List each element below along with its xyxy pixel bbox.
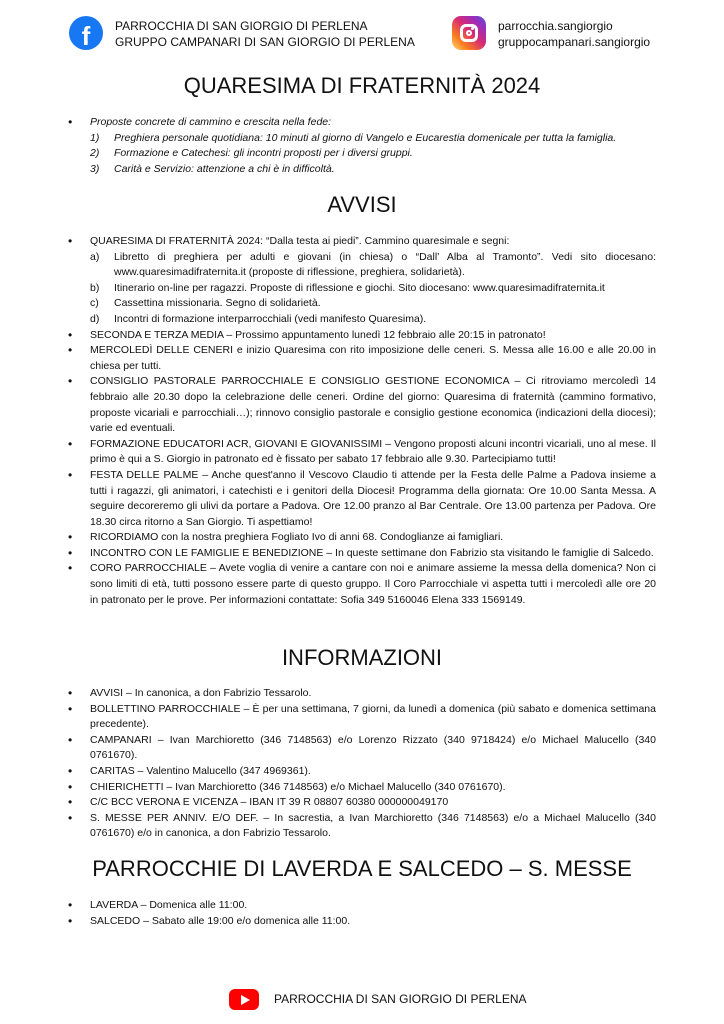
footer-channel-name[interactable]: PARROCCHIA DI SAN GIORGIO DI PERLENA bbox=[274, 992, 527, 1006]
informazioni-heading: INFORMAZIONI bbox=[281, 645, 443, 670]
avvisi-heading: AVVISI bbox=[327, 192, 397, 217]
list-item: • BOLLETTINO PARROCCHIALE – È per una settimana, 7 giorni, da lunedì a domenica (più sabato e domenica settimana precedente). bbox=[68, 702, 656, 733]
list-item: • MERCOLEDÌ DELLE CENERI e inizio Quaresima con rito imposizione delle ceneri. S. Messa alle 16.00 e alle 20.00 in chiesa per tutti. bbox=[68, 343, 656, 374]
list-number: 2) bbox=[90, 147, 100, 160]
list-item: • S. MESSE PER ANNIV. E/O DEF. – In sacrestia, a Ivan Marchioretto (346 7148563) e/o a Michael Malucello (340 0761670) e/o in canonica, a don Fabrizio Tessarolo. bbox=[68, 811, 656, 842]
list-item: • CAMPANARI – Ivan Marchioretto (346 7148563) e/o Lorenzo Rizzato (340 9718424) e/o Michael Malucello (340 0761670). bbox=[68, 733, 656, 764]
list-item bbox=[90, 146, 656, 162]
list-item bbox=[90, 312, 656, 328]
instagram-handles bbox=[498, 18, 650, 50]
page-header bbox=[0, 14, 724, 58]
list-item: • CORO PARROCCHIALE – Avete voglia di venire a cantare con noi e animare assieme la messa della domenica? Non ci sono limiti di età, tutti possono essere parte di questo gruppo. Il Coro Parrocchiale vi aspetta tutti i mercoledì alle ore 20 in patronato per le prove. Per informazioni contattate: Sofia 349 5160046 Elena 333 1569149. bbox=[68, 561, 656, 608]
facebook-icon[interactable]: f bbox=[69, 16, 103, 50]
instagram-handle-bellringers[interactable]: gruppocampanari.sangiorgio bbox=[498, 35, 651, 49]
quaresima-sublist bbox=[90, 250, 656, 328]
informazioni-list bbox=[68, 686, 656, 842]
list-item-text: Libretto di preghiera per adulti e giovani (in chiesa) o “Dall’ Alba al Tramonto”. Vedi sito diocesano: www.quaresimadifraternita.it (proposte di riflessione, preghiera, solidarietà). bbox=[114, 250, 656, 279]
list-item: • RICORDIAMO con la nostra preghiera Fogliato Ivo di anni 68. Condoglianze ai famigliari. bbox=[68, 530, 656, 546]
youtube-icon[interactable] bbox=[229, 989, 259, 1010]
list-item: • INCONTRO CON LE FAMIGLIE E BENEDIZIONE – In queste settimane don Fabrizio sta visitando le famiglie di Salcedo. bbox=[68, 546, 656, 562]
list-item: • CHIERICHETTI – Ivan Marchioretto (346 7148563) e/o Michael Malucello (340 0761670). bbox=[68, 780, 656, 796]
avvisi-list bbox=[68, 234, 656, 608]
page-title: QUARESIMA DI FRATERNITÀ 2024 bbox=[183, 73, 541, 98]
proposals-list bbox=[68, 115, 656, 177]
parish-names bbox=[115, 18, 415, 50]
list-item bbox=[68, 234, 656, 328]
list-item: • CARITAS – Valentino Malucello (347 4969361). bbox=[68, 764, 656, 780]
list-item-text: Itinerario on-line per ragazzi. Proposte di riflessione e giochi. Sito diocesano: www.quaresimadifraternita.it bbox=[114, 281, 605, 294]
parish-name: PARROCCHIA DI SAN GIORGIO DI PERLENA bbox=[115, 19, 368, 33]
list-item bbox=[90, 296, 656, 312]
list-item: • SALCEDO – Sabato alle 19:00 e/o domenica alle 11:00. bbox=[68, 914, 656, 930]
list-item: • FORMAZIONE EDUCATORI ACR, GIOVANI E GIOVANISSIMI – Vengono proposti alcuni incontri vicariali, uno al mese. Il primo è qui a S. Giorgio in patronato ed è fissato per sabato 17 febbraio alle 9.30. Partecipiamo tutti! bbox=[68, 437, 656, 468]
list-letter: a) bbox=[90, 250, 100, 263]
instagram-handle-parish[interactable]: parrocchia.sangiorgio bbox=[498, 19, 613, 33]
list-number: 3) bbox=[90, 162, 100, 175]
list-letter: b) bbox=[90, 281, 100, 294]
list-item: • SECONDA E TERZA MEDIA – Prossimo appuntamento lunedì 12 febbraio alle 20:15 in patronato! bbox=[68, 328, 656, 344]
list-item bbox=[90, 162, 656, 178]
page-footer bbox=[0, 988, 724, 1012]
list-number: 1) bbox=[90, 131, 100, 144]
proposals-numbered-list bbox=[90, 131, 656, 178]
list-item-text: Cassettina missionaria. Segno di solidarietà. bbox=[114, 297, 321, 310]
proposals-intro: • Proposte concrete di cammino e crescita nella fede: bbox=[90, 116, 332, 128]
list-letter: d) bbox=[90, 312, 100, 325]
list-item: • CONSIGLIO PASTORALE PARROCCHIALE E CONSIGLIO GESTIONE ECONOMICA – Ci ritroviamo mercoledì 14 febbraio alle 20.30 dopo la celebrazione delle ceneri. Ordine del giorno: Quaresima di fraternità (cammino formativo, proposte vicariali e parrocchiali…); rinnovo consiglio pastorale e consiglio gestione economica (indicazioni della diocesi); varie ed eventuali. bbox=[68, 374, 656, 436]
proposals-item bbox=[68, 115, 656, 177]
list-item-text: Incontri di formazione interparrocchiali (vedi manifesto Quaresima). bbox=[114, 312, 427, 325]
messe-list bbox=[68, 898, 656, 929]
list-item bbox=[90, 250, 656, 281]
list-item: • AVVISI – In canonica, a don Fabrizio Tessarolo. bbox=[68, 686, 656, 702]
instagram-icon[interactable] bbox=[452, 16, 486, 50]
list-item-text: Carità e Servizio: attenzione a chi è in difficoltà. bbox=[114, 162, 335, 175]
quaresima-intro: • QUARESIMA DI FRATERNITÀ 2024: “Dalla testa ai piedi”. Cammino quaresimale e segni: bbox=[90, 235, 510, 247]
list-item: • C/C BCC VERONA E VICENZA – IBAN IT 39 R 08807 60380 000000049170 bbox=[68, 795, 656, 811]
bellringers-group-name: GRUPPO CAMPANARI DI SAN GIORGIO DI PERLENA bbox=[115, 35, 415, 49]
list-item-text: Formazione e Catechesi: gli incontri proposti per i diversi gruppi. bbox=[114, 147, 413, 160]
list-item-text: Preghiera personale quotidiana: 10 minuti al giorno di Vangelo e Eucarestia domenicale per tutta la famiglia. bbox=[114, 131, 617, 144]
list-letter: c) bbox=[90, 297, 99, 310]
messe-heading: PARROCCHIE DI LAVERDA E SALCEDO – S. MESSE bbox=[92, 856, 632, 881]
list-item bbox=[90, 131, 656, 147]
list-item: • FESTA DELLE PALME – Anche quest'anno il Vescovo Claudio ti attende per la Festa delle Palme a Padova insieme a tutti i ragazzi, gli animatori, i catechisti e i genitori della Diocesi! Programma della giornata: Ore 10.00 Santa Messa. A seguire decoreremo gli ulivi da portare a Padova. Ore 12.00 pranzo al Bar Centrale. Ore 13.00 partenza per Padova. Ore 18.30 circa ritorno a San Giorgio. Ti aspettiamo! bbox=[68, 468, 656, 530]
list-item: • LAVERDA – Domenica alle 11:00. bbox=[68, 898, 656, 914]
list-item bbox=[90, 281, 656, 297]
